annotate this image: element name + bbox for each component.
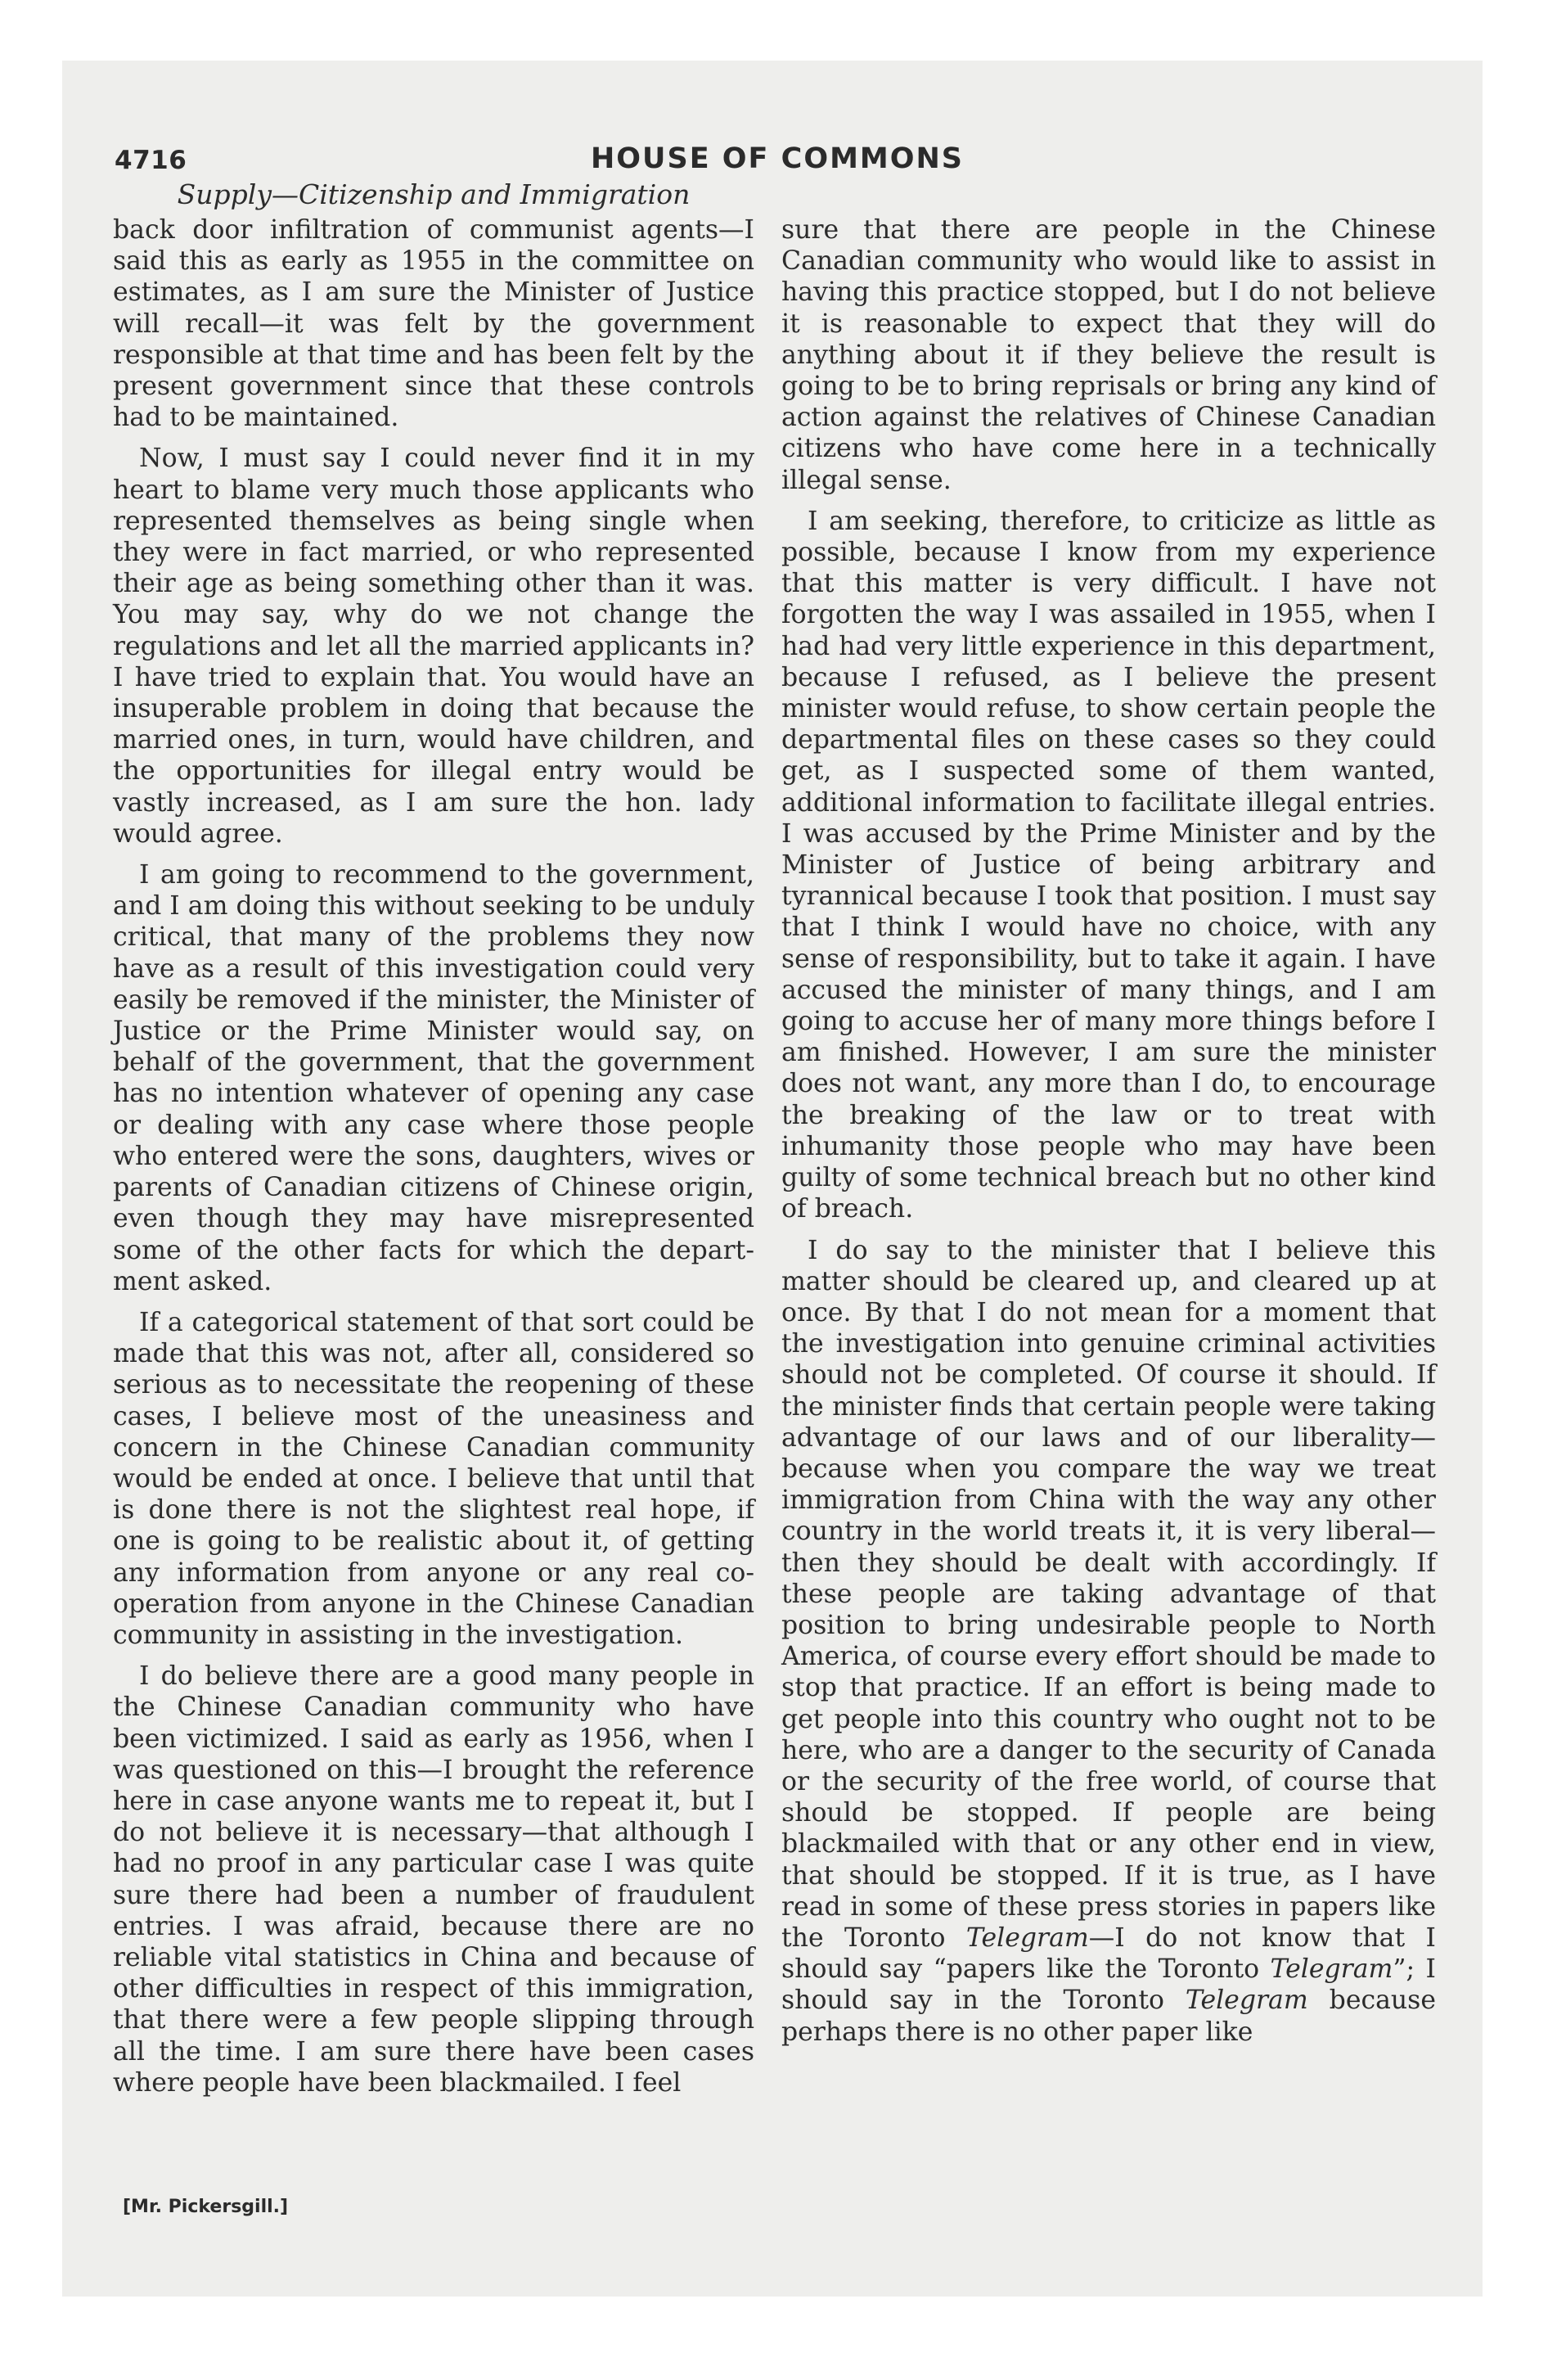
- text-run: —I do not know that I should say “papers like the Toronto: [781, 1922, 1436, 1985]
- paragraph: sure that there are people in the Chinese Canadian community who would like to assist in having this practice stopped, but I do not believe it is reasonable to expect that they will do anything about it if they believe the result is going to be to bring reprisals or bring any kind of action against the relatives of Chinese Canadian citizens who have come here in a technically illegal sense.: [781, 215, 1436, 495]
- text-run: ”; I should say in the Toronto: [781, 1954, 1436, 2016]
- page-header: [115, 137, 1440, 183]
- paragraph: I am going to recommend to the government, and I am doing this without seeking to be unduly critical, that many of the problems they now have as a result of this investigation could very easily be removed if the minister, the Minister of Justice or the Prime Minister would say, on behalf of the government, that the government has no intention whatever of opening any case or dealing with any case where those people who entered were the sons, daughters, wives or parents of Canadian citizens of Chinese origin, even though they may have misrepresented some of the other facts for which the department asked.: [113, 860, 754, 1296]
- paragraph: Now, I must say I could never find it in my heart to blame very much those applicants who represented themselves as being single when they were in fact married, or who represented their age as being something other than it was. You may say, why do we not change the regulations and let all the married applicants in? I have tried to explain that. You would have an insuperable problem in doing that because the married ones, in turn, would have children, and the opportunities for illegal entry would be vastly increased, as I am sure the hon. lady would agree.: [113, 444, 754, 849]
- newspaper-title: Telegram: [1270, 1954, 1393, 1985]
- section-title: Supply—Citizenship and Immigration: [177, 178, 691, 210]
- paragraph: I do believe there are a good many people in the Chinese Canadian community who have been victimized. I said as early as 1956, when I was questioned on this—I brought the reference here in case anyone wants me to repeat it, but I do not believe it is necessary—that although I had no proof in any particular case I was quite sure there had been a number of fraudulent entries. I was afraid, because there are no reliable vital statistics in China and because of other difficulties in respect of this immigration, that there were a few people slipping through all the time. I am sure there have been cases where people have been blackmailed. I feel: [113, 1661, 754, 2098]
- text-run: because perhaps there is no other paper like: [781, 1986, 1436, 2047]
- newspaper-title: Telegram: [965, 1922, 1089, 1953]
- journal-title: HOUSE OF COMMONS: [591, 142, 964, 175]
- right-column: [781, 214, 1436, 2058]
- speaker-attribution: [Mr. Pickersgill.]: [123, 2197, 289, 2217]
- text-run: I do say to the minister that I believe this matter should be cleared up, and cleared up at once. By that I do not mean for a moment that the investigation into genuine criminal activities should not be completed. Of course it should. If the minister finds that certain people were taking advantage of our laws and of our liberality—because when you compare the way we treat immigration from China with the way any other country in the world treats it, it is very liberal—then they should be dealt with accordingly. If these people are taking advantage of that position to bring undesirable people to North America, of course every effort should be made to stop that practice. If an effort is being made to get people into this country who ought not to be here, who are a danger to the security of Canada or the security of the free world, of course that should be stopped. If people are being blackmailed with that or any other end in view, that should be stopped. If it is true, as I have read in some of these press stories in papers like the Toronto: [781, 1235, 1436, 1953]
- paragraph: If a categorical statement of that sort could be made that this was not, after all, considered so serious as to necessitate the reopening of these cases, I believe most of the uneasiness and concern in the Chinese Canadian community would be ended at once. I believe that until that is done there is not the slightest real hope, if one is going to be realistic about it, of getting any information from anyone or any real co-operation from anyone in the Chinese Canadian community in assisting in the investigation.: [113, 1307, 754, 1650]
- paragraph: I am seeking, therefore, to criticize as little as possible, because I know from my experience that this matter is very difficult. I have not forgotten the way I was assailed in 1955, when I had had very little experience in this department, because I refused, as I believe the present minister would refuse, to show certain people the departmental files on these cases so they could get, as I suspected some of them wanted, additional information to facilitate illegal entries. I was accused by the Prime Minister and by the Minister of Justice of being arbitrary and tyrannical because I took that position. I must say that I think I would have no choice, with any sense of responsibility, but to take it again. I have accused the minister of many things, and I am going to accuse her of many more things before I am finished. However, I am sure the minister does not want, any more than I do, to encourage the breaking of the law or to treat with inhumanity those people who may have been guilty of some technical breach but no other kind of breach.: [781, 506, 1436, 1224]
- page-number: 4716: [115, 146, 187, 175]
- left-column: [113, 214, 754, 2108]
- paragraph: [781, 1235, 1436, 2048]
- paragraph: back door infiltration of communist agents—I said this as early as 1955 in the committee on estimates, as I am sure the Minister of Justice will recall—it was felt by the government responsible at that time and has been felt by the present government since that these controls had to be maintained.: [113, 215, 754, 433]
- newspaper-title: Telegram: [1185, 1986, 1308, 2016]
